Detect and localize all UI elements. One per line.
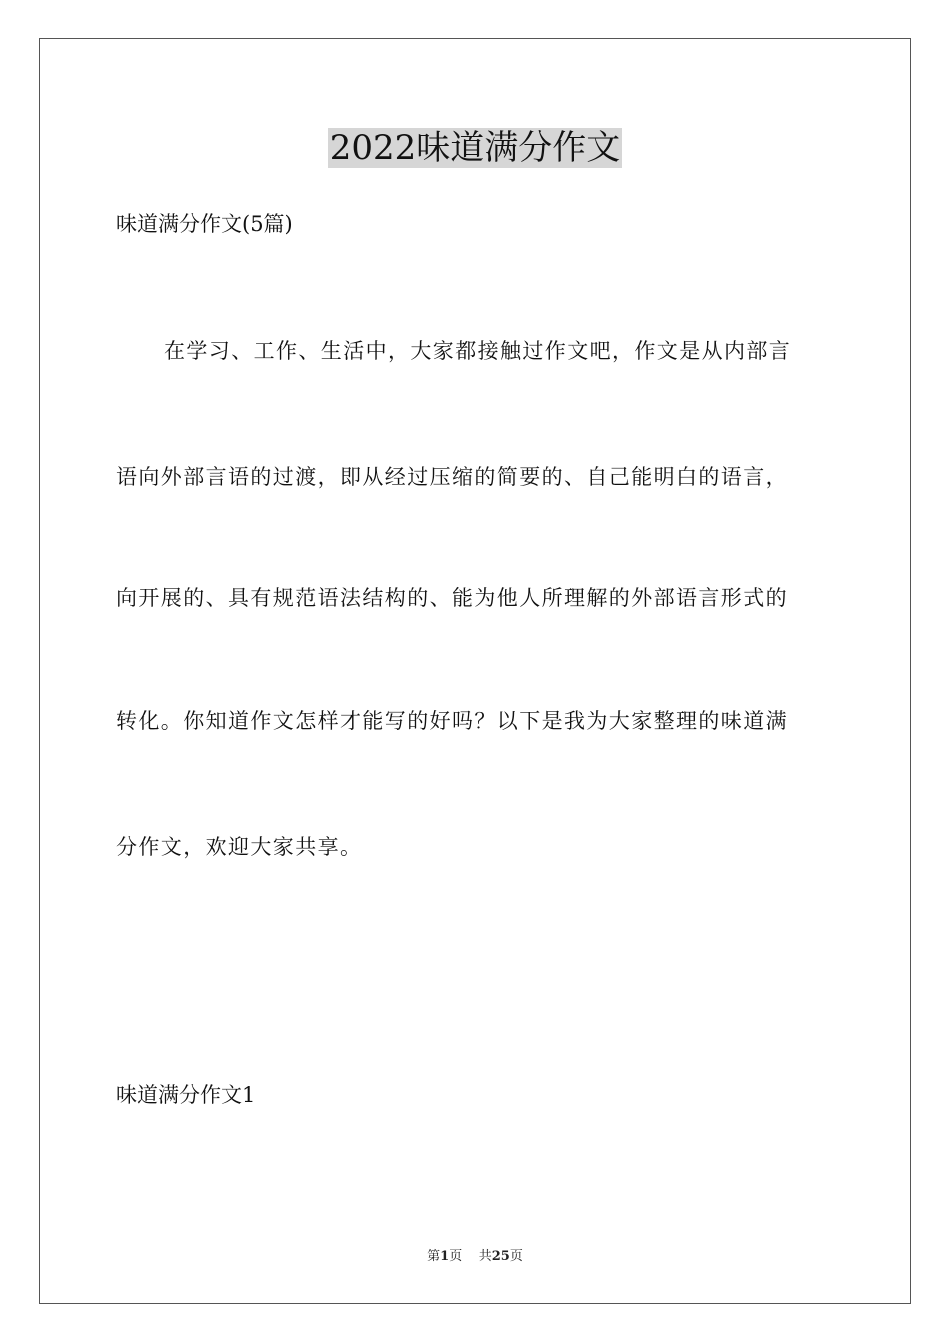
page-footer bbox=[0, 1248, 950, 1266]
footer-total-pages: 25 bbox=[491, 1249, 510, 1264]
intro-paragraph-line: 转化。你知道作文怎样才能写的好吗？以下是我为大家整理的味道满 bbox=[116, 709, 788, 733]
document-title bbox=[0, 126, 950, 170]
footer-page-prefix: 第 bbox=[427, 1249, 441, 1264]
section-heading: 味道满分作文1 bbox=[116, 1083, 256, 1107]
intro-paragraph-line: 在学习、工作、生活中，大家都接触过作文吧，作文是从内部言 bbox=[164, 339, 792, 363]
footer-total-suffix: 页 bbox=[509, 1249, 523, 1264]
document-title-text: 2022味道满分作文 bbox=[329, 128, 621, 168]
footer-page-number: 1 bbox=[440, 1249, 450, 1264]
intro-paragraph-line: 向开展的、具有规范语法结构的、能为他人所理解的外部语言形式的 bbox=[116, 586, 788, 610]
footer-total-prefix: 共 bbox=[478, 1249, 492, 1264]
intro-paragraph-line: 语向外部言语的过渡，即从经过压缩的简要的、自己能明白的语言， bbox=[116, 465, 788, 489]
intro-paragraph-line: 分作文，欢迎大家共享。 bbox=[116, 835, 363, 859]
footer-page-suffix: 页 bbox=[449, 1249, 463, 1264]
document-subtitle: 味道满分作文(5篇) bbox=[116, 212, 293, 236]
